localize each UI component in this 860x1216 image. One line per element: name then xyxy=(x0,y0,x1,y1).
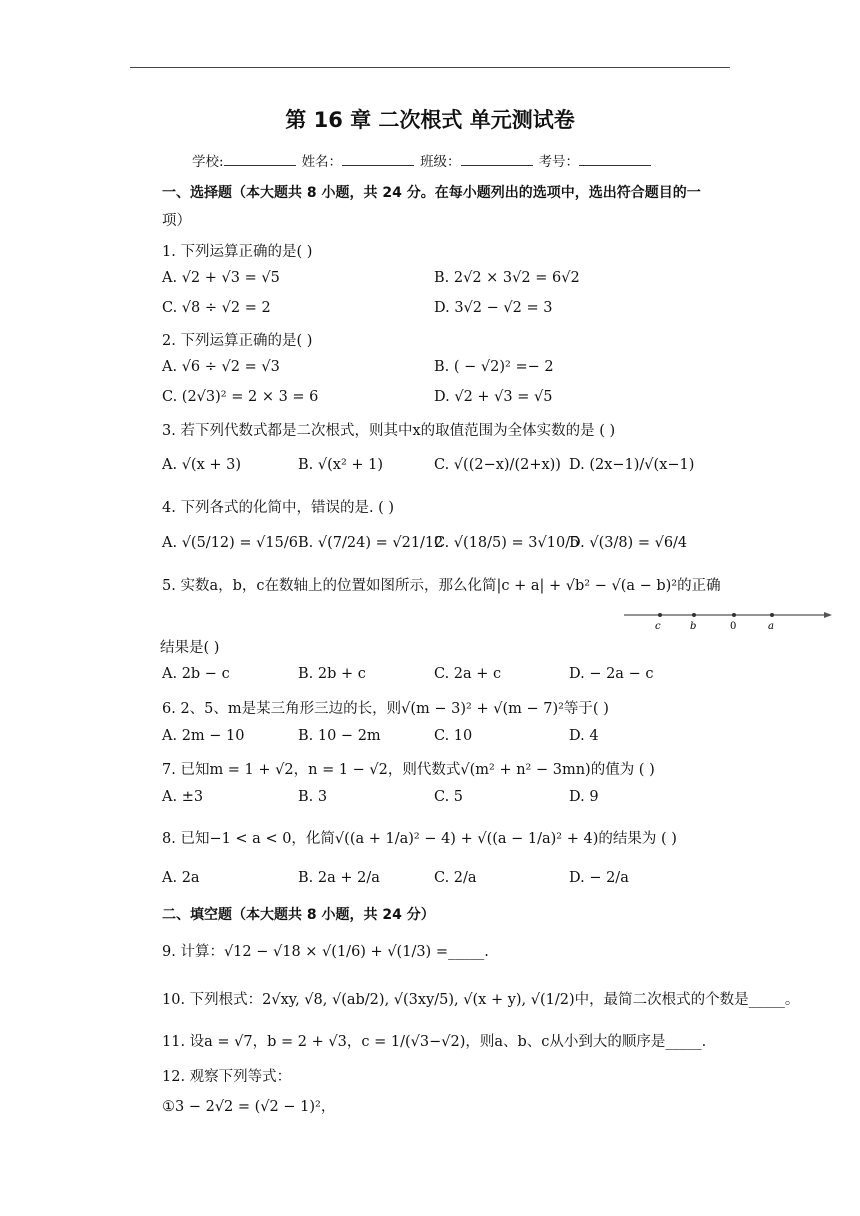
q11-stem: 11. 设a = √7，b = 2 + √3，c = 1/(√3−√2)，则a、b、c从小到大的顺序是_____. xyxy=(162,1034,707,1050)
name-blank xyxy=(342,151,414,166)
q1-option-c: C. √8 ÷ √2 = 2 xyxy=(162,300,271,316)
q8-stem: 8. 已知−1 < a < 0，化简√((a + 1/a)² − 4) + √((a − 1/a)² + 4)的结果为 ( ) xyxy=(162,831,677,847)
q2-stem: 2. 下列运算正确的是( ) xyxy=(162,333,313,349)
page-title: 第 16 章 二次根式 单元测试卷 xyxy=(285,108,575,132)
q1-option-a: A. √2 + √3 = √5 xyxy=(162,270,280,286)
student-info-line xyxy=(192,150,657,170)
class-blank xyxy=(461,151,533,166)
label-b: b xyxy=(690,621,697,632)
q5-option-a: A. 2b − c xyxy=(162,666,230,682)
q4-option-a: A. √(5/12) = √15/6 xyxy=(162,535,298,551)
school-label: 学校: xyxy=(192,154,224,170)
q7-option-a: A. ±3 xyxy=(162,789,204,805)
q2-option-a: A. √6 ÷ √2 = √3 xyxy=(162,359,280,375)
q9-stem: 9. 计算：√12 − √18 × √(1/6) + √(1/3) =_____. xyxy=(162,944,489,960)
q5-option-b: B. 2b + c xyxy=(298,666,366,682)
q1-option-b: B. 2√2 × 3√2 = 6√2 xyxy=(434,270,580,286)
q5-stem-cont: 结果是( ) xyxy=(160,640,220,656)
q6-option-d: D. 4 xyxy=(569,728,599,744)
label-c: c xyxy=(655,621,661,632)
exam-no-blank xyxy=(579,151,651,166)
q7-stem: 7. 已知m = 1 + √2，n = 1 − √2，则代数式√(m² + n² − 3mn)的值为 ( ) xyxy=(162,762,655,778)
section2-heading: 二、填空题（本大题共 8 小题，共 24 分） xyxy=(162,907,435,923)
point-c xyxy=(658,613,662,617)
q5-stem: 5. 实数a，b，c在数轴上的位置如图所示，那么化简|c + a| + √b² − √(a − b)²的正确 xyxy=(162,578,721,594)
q6-option-b: B. 10 − 2m xyxy=(298,728,381,744)
number-line-arrow xyxy=(824,612,832,618)
q6-stem: 6. 2、5、m是某三角形三边的长，则√(m − 3)² + √(m − 7)²等于( ) xyxy=(162,701,609,717)
section1-heading: 一、选择题（本大题共 8 小题，共 24 分。在每小题列出的选项中，选出符合题目的一 xyxy=(162,185,701,201)
school-blank xyxy=(224,151,296,166)
q3-option-b: B. √(x² + 1) xyxy=(298,457,384,473)
header-rule xyxy=(130,67,730,68)
q4-option-c: C. √(18/5) = 3√10/5 xyxy=(434,535,580,551)
point-a xyxy=(770,613,774,617)
q3-option-c: C. √((2−x)/(2+x)) xyxy=(434,457,561,473)
point-b xyxy=(692,613,696,617)
q1-stem: 1. 下列运算正确的是( ) xyxy=(162,244,313,260)
label-a: a xyxy=(768,621,774,632)
point-zero xyxy=(732,613,736,617)
q7-option-d: D. 9 xyxy=(569,789,599,805)
q8-option-d: D. − 2/a xyxy=(569,870,629,886)
q4-option-b: B. √(7/24) = √21/12 xyxy=(298,535,444,551)
q6-option-c: C. 10 xyxy=(434,728,473,744)
q7-option-b: B. 3 xyxy=(298,789,328,805)
q8-option-c: C. 2/a xyxy=(434,870,477,886)
q4-stem: 4. 下列各式的化简中，错误的是. ( ) xyxy=(162,500,395,516)
exam-no-label: 考号： xyxy=(538,154,580,170)
q3-option-d: D. (2x−1)/√(x−1) xyxy=(569,457,695,473)
q7-option-c: C. 5 xyxy=(434,789,464,805)
q3-stem: 3. 若下列代数式都是二次根式，则其中x的取值范围为全体实数的是 ( ) xyxy=(162,423,616,439)
q4-option-d: D. √(3/8) = √6/4 xyxy=(569,535,688,551)
q5-option-d: D. − 2a − c xyxy=(569,666,654,682)
q1-option-d: D. 3√2 − √2 = 3 xyxy=(434,300,553,316)
q6-option-a: A. 2m − 10 xyxy=(162,728,245,744)
q2-option-b: B. ( − √2)² =− 2 xyxy=(434,359,554,375)
q2-option-c: C. (2√3)² = 2 × 3 = 6 xyxy=(162,389,319,405)
label-zero: 0 xyxy=(730,621,737,632)
q12-stem: 12. 观察下列等式： xyxy=(162,1069,292,1085)
q8-option-b: B. 2a + 2/a xyxy=(298,870,380,886)
class-label: 班级： xyxy=(420,154,461,170)
name-label: 姓名： xyxy=(301,154,343,170)
q8-option-a: A. 2a xyxy=(162,870,200,886)
q5-option-c: C. 2a + c xyxy=(434,666,502,682)
number-line-figure xyxy=(624,606,834,636)
q10-stem: 10. 下列根式：2√xy, √8, √(ab/2), √(3xy/5), √(x + y), √(1/2)中，最简二次根式的个数是_____。 xyxy=(162,992,800,1008)
q2-option-d: D. √2 + √3 = √5 xyxy=(434,389,553,405)
q12-item-1: ①3 − 2√2 = (√2 − 1)²， xyxy=(162,1099,336,1115)
q3-option-a: A. √(x + 3) xyxy=(162,457,242,473)
section1-heading-cont: 项） xyxy=(162,213,191,229)
